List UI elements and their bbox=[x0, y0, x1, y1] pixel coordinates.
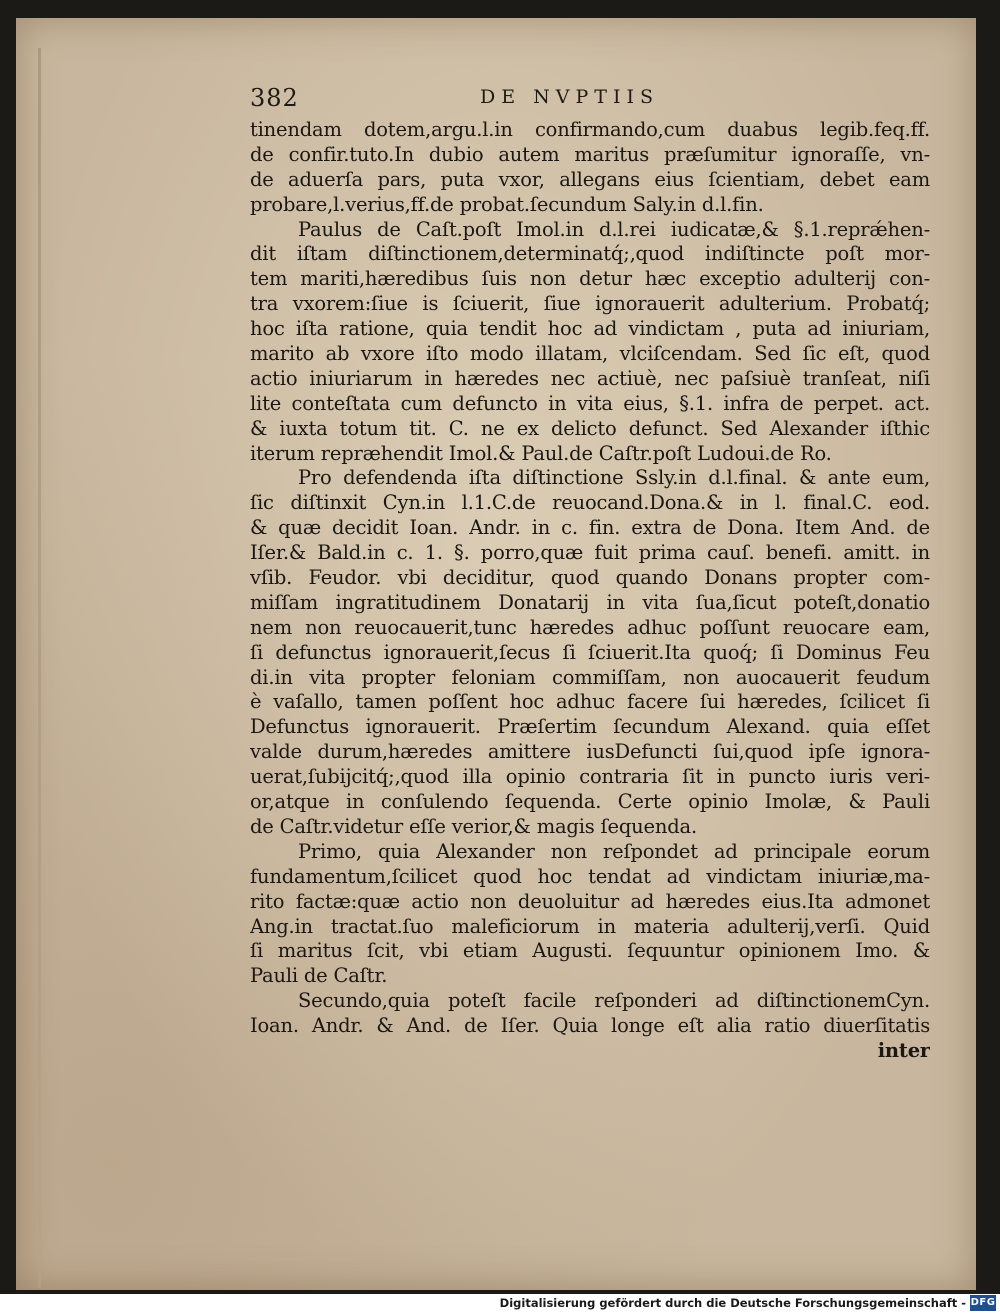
text-line: miſſam ingratitudinem Donatarij in vita ſua,ſicut poteſt,donatio bbox=[250, 590, 930, 614]
text-line: tra vxorem:ſiue is ſciuerit, ſiue ignorauerit adulterium. Probatq́; bbox=[250, 292, 930, 316]
text-line: or,atque in conſulendo ſequenda. Certe opinio Imolæ, & Pauli bbox=[250, 790, 930, 814]
text-line: actio iniuriarum in hæredes nec actiuè, nec paſsiuè tranſeat, niſi bbox=[250, 366, 930, 390]
text-line: lite conteſtata cum defuncto in vita eius, §.1. infra de perpet. act. bbox=[250, 391, 930, 415]
text-line: ſic diſtinxit Cyn.in l.1.C.de reuocand.Dona.& in l. final.C. eod. bbox=[250, 491, 930, 515]
text-line: Ang.in tractat.ſuo maleficiorum in materia adulterij,verſi. Quid bbox=[250, 914, 930, 938]
text-line: tem mariti,hæredibus ſuis non detur hæc exceptio adulterij con- bbox=[250, 267, 930, 291]
text-line: Defunctus ignorauerit. Præſertim ſecundum Alexand. quia eſſet bbox=[250, 715, 930, 739]
funding-credit: Digitalisierung gefördert durch die Deutsche Forschungsgemeinschaft - bbox=[499, 1296, 966, 1310]
text-line: valde durum,hæredes amittere iusDefuncti ſui,quod ipſe ignora- bbox=[250, 740, 930, 764]
running-head bbox=[250, 84, 940, 114]
text-line: vſib. Feudor. vbi deciditur, quod quando Donans propter com- bbox=[250, 566, 930, 590]
text-line: nem non reuocauerit,tunc hæredes adhuc poſſunt reuocare eam, bbox=[250, 615, 930, 639]
running-title: DE NVPTIIS bbox=[480, 86, 659, 108]
text-line: Pro defendenda iſta diſtinctione Ssly.in d.l.final. & ante eum, bbox=[298, 466, 930, 490]
text-line: ſi defunctus ignorauerit,ſecus ſi ſciuerit.Ita quoq́; ſi Dominus Feu bbox=[250, 640, 930, 664]
text-line: dit iſtam diſtinctionem,determinatq́;,quod indiſtincte poſt mor- bbox=[250, 242, 930, 266]
text-line: Paulus de Caſt.poſt Imol.in d.l.rei iudicatæ,& §.1.reprǽhen- bbox=[298, 217, 930, 241]
footer-bar bbox=[0, 1294, 1000, 1314]
text-line: de aduerſa pars, puta vxor, allegans eius ſcientiam, debet eam bbox=[250, 167, 930, 191]
page-fold-edge bbox=[38, 48, 41, 1288]
body-text bbox=[250, 118, 930, 1064]
dfg-logo: DFG bbox=[970, 1295, 996, 1311]
text-line: probare,l.verius,ff.de probat.ſecundum Saly.in d.l.fin. bbox=[250, 192, 764, 216]
text-line: uerat,ſubijcitq́;,quod illa opinio contraria ſit in puncto iuris veri- bbox=[250, 765, 930, 789]
text-line: Primo, quia Alexander non reſpondet ad principale eorum bbox=[298, 839, 930, 863]
text-line: & iuxta totum tit. C. ne ex delicto defunct. Sed Alexander iſthic bbox=[250, 416, 930, 440]
text-line: Iſer.& Bald.in c. 1. §. porro,quæ fuit prima cauſ. benefi. amitt. in bbox=[250, 541, 930, 565]
text-line: & quæ decidit Ioan. Andr. in c. fin. extra de Dona. Item And. de bbox=[250, 516, 930, 540]
text-line: tinendam dotem,argu.l.in confirmando,cum duabus legib.feq.ff. bbox=[250, 118, 930, 141]
text-line: de confir.tuto.In dubio autem maritus præſumitur ignoraſſe, vn- bbox=[250, 142, 930, 166]
text-line: Secundo,quia poteſt facile reſponderi ad diſtinctionemCyn. bbox=[298, 989, 930, 1013]
text-line: di.in vita propter feloniam commiſſam, non auocauerit feudum bbox=[250, 665, 930, 689]
text-line: iterum repræhendit Imol.& Paul.de Caſtr.poſt Ludoui.de Ro. bbox=[250, 441, 832, 465]
text-line: Pauli de Caſtr. bbox=[250, 964, 388, 988]
text-line: è vaſallo, tamen poſſent hoc adhuc facere ſui hæredes, ſcilicet ſi bbox=[250, 690, 930, 714]
text-line: de Caſtr.videtur eſſe verior,& magis ſequenda. bbox=[250, 814, 697, 838]
text-line: marito ab vxore iſto modo illatam, vlciſcendam. Sed ſic eſt, quod bbox=[250, 342, 930, 366]
text-line: rito factæ:quæ actio non deuoluitur ad hæredes eius.Ita admonet bbox=[250, 889, 930, 913]
text-line: ſi maritus ſcit, vbi etiam Augusti. ſequuntur opinionem Imo. & bbox=[250, 939, 930, 963]
text-line: hoc iſta ratione, quia tendit hoc ad vindictam , puta ad iniuriam, bbox=[250, 317, 930, 341]
text-line: Ioan. Andr. & And. de Iſer. Quia longe eſt alia ratio diuerſitatis bbox=[250, 1014, 930, 1038]
catchword: inter bbox=[877, 1038, 930, 1062]
text-line: fundamentum,ſcilicet quod hoc tendat ad vindictam iniuriæ,ma- bbox=[250, 864, 930, 888]
page-number: 382 bbox=[250, 84, 299, 112]
